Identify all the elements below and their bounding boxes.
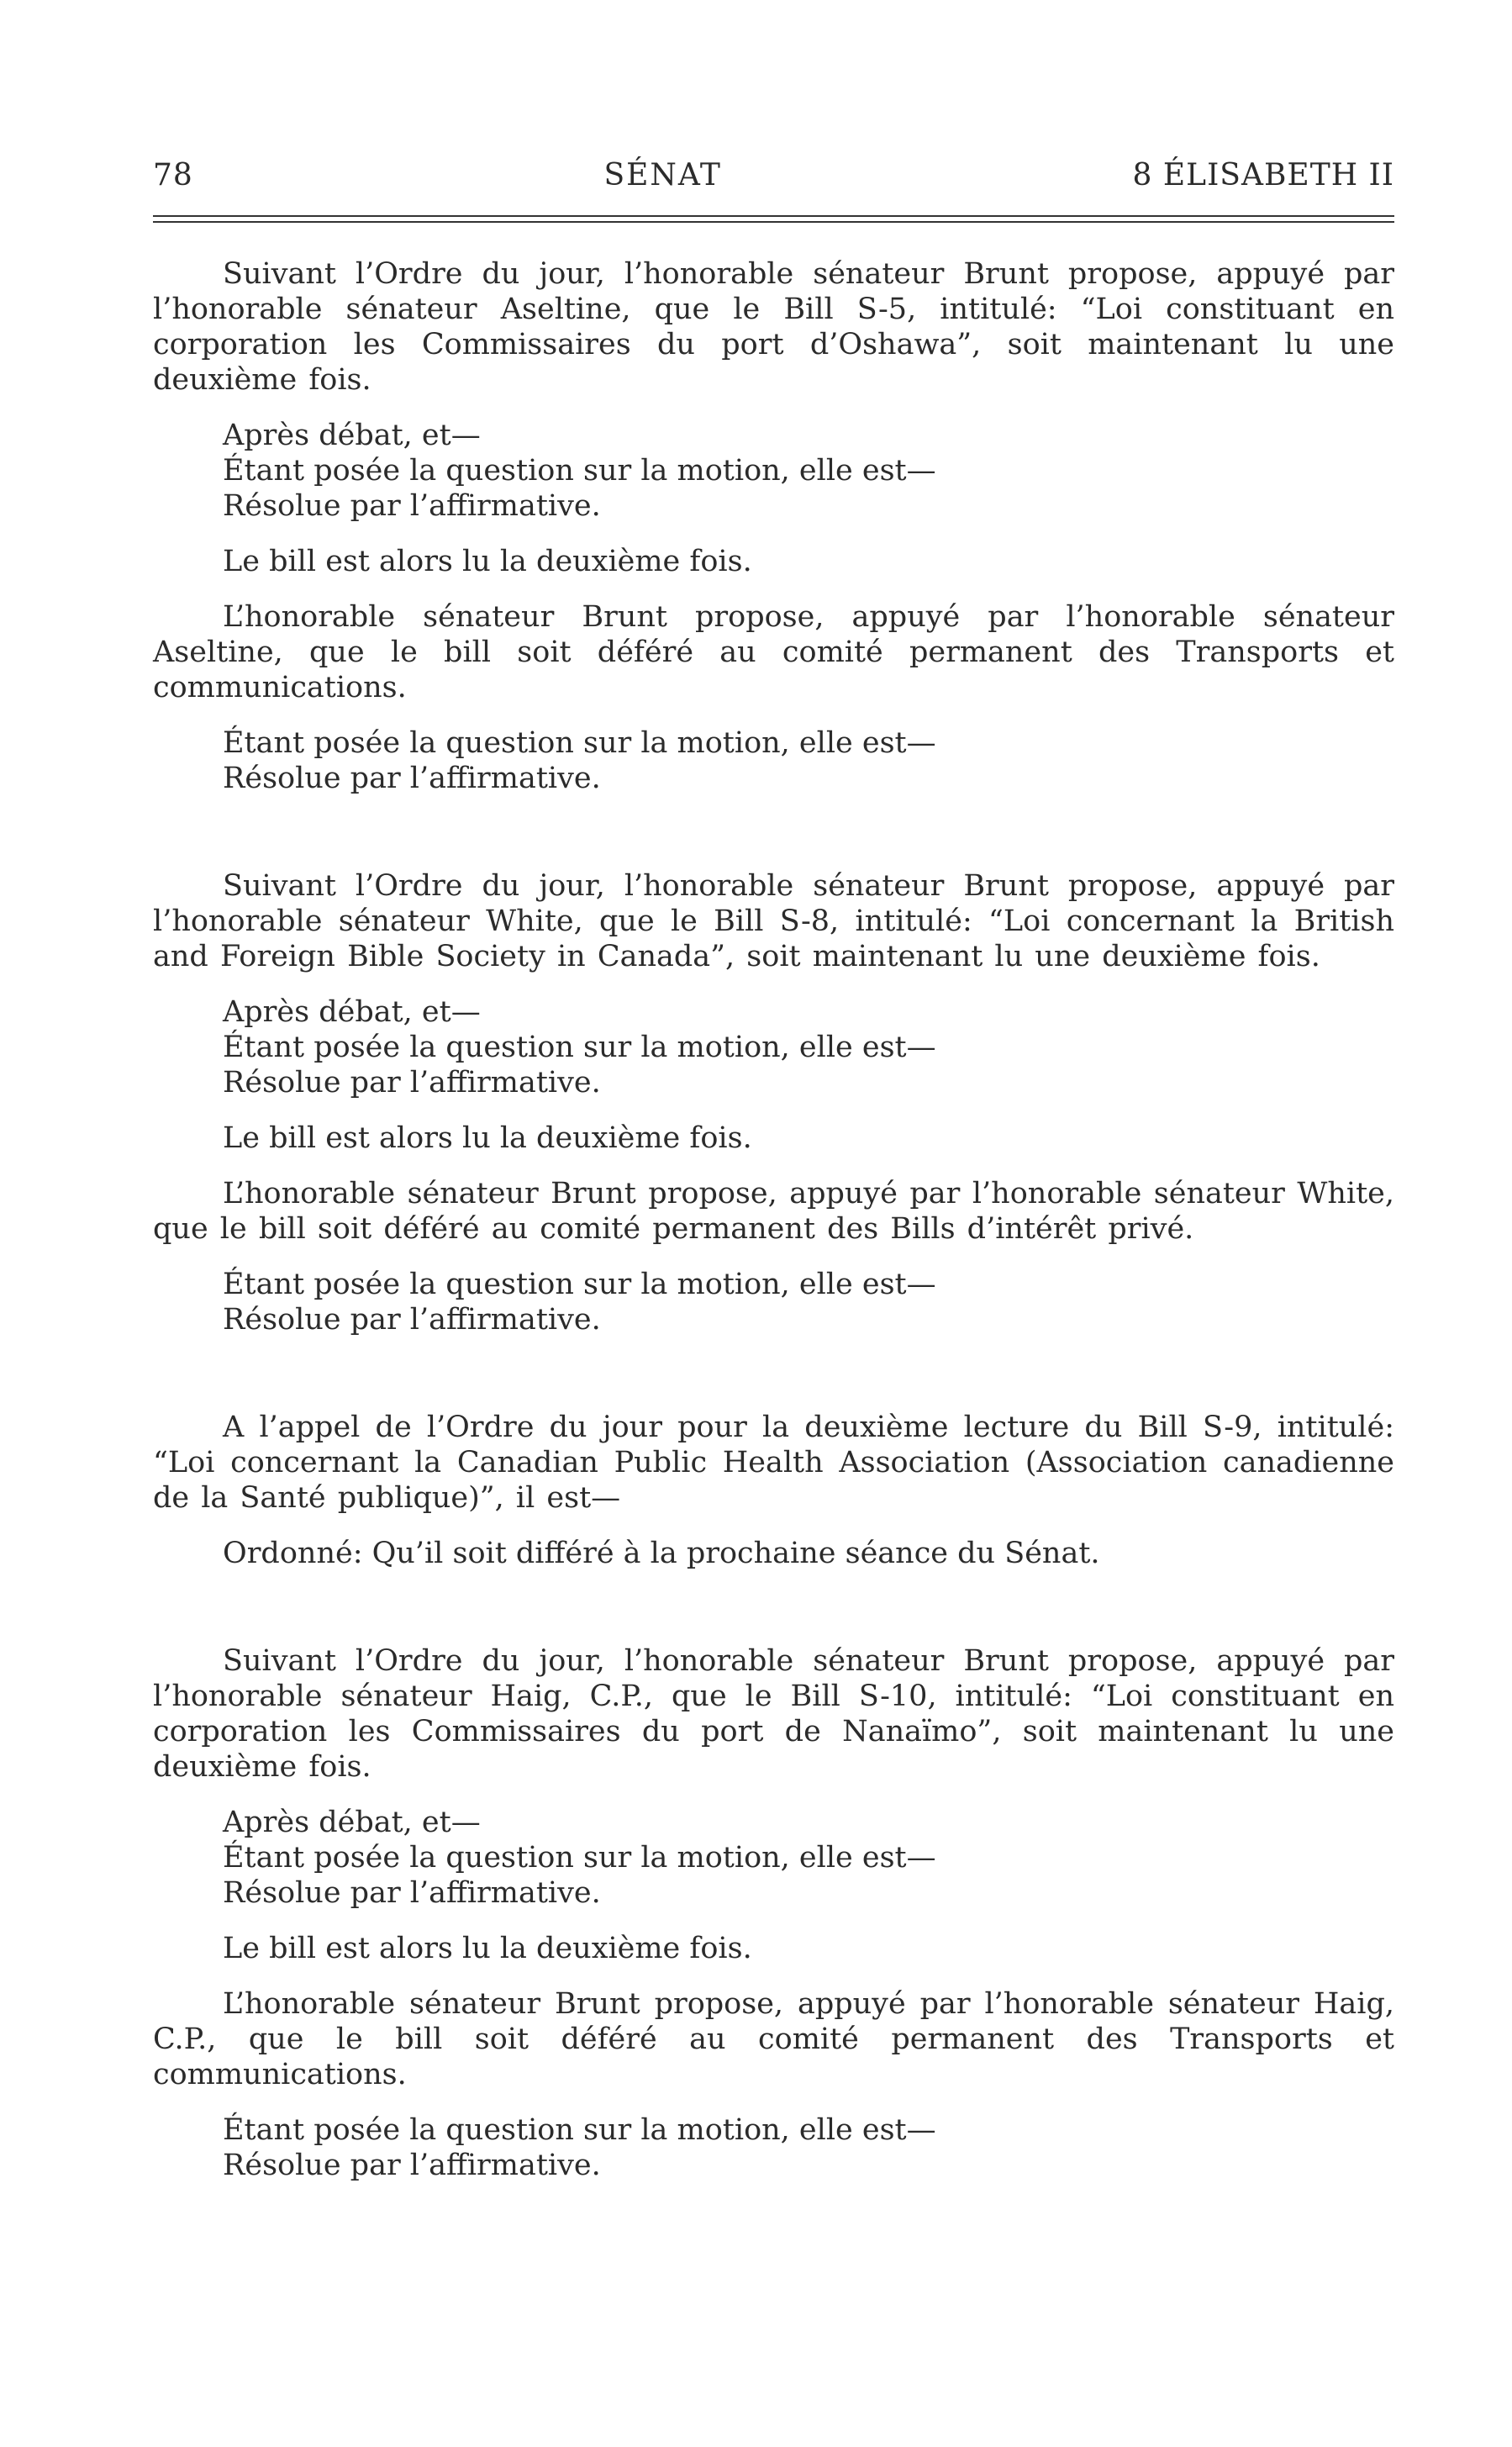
paragraph: L’honorable sénateur Brunt propose, appuyé par l’honorable sénateur White, que le bill soit déféré au comité permanent des Bills d’intérêt privé. — [153, 1177, 1394, 1246]
header-rule — [153, 215, 1394, 217]
text-line: Étant posée la question sur la motion, elle est— — [223, 2113, 936, 2147]
paragraph: Suivant l’Ordre du jour, l’honorable sénateur Brunt propose, appuyé par l’honorable sénateur White, que le Bill S-8, intitulé: “Loi concernant la British and Foreign Bible Society in Canada”, soit maintenant lu une deuxième fois. — [153, 869, 1394, 973]
line-block — [153, 1805, 1394, 1911]
text-line: Ordonné: Qu’il soit différé à la prochaine séance du Sénat. — [223, 1537, 1100, 1570]
text-line: Étant posée la question sur la motion, elle est— — [223, 1031, 936, 1064]
text-line: Après débat, et— — [223, 419, 481, 452]
line-block — [153, 1121, 1394, 1156]
line-block — [153, 418, 1394, 524]
header-rule — [153, 221, 1394, 223]
text-line: Étant posée la question sur la motion, elle est— — [223, 1841, 936, 1875]
line-block — [153, 994, 1394, 1100]
text-line: Après débat, et— — [223, 995, 481, 1029]
document-body — [153, 256, 1394, 2183]
text-line: Résolue par l’affirmative. — [223, 1066, 601, 1100]
page-header-title: SÉNAT — [603, 158, 722, 192]
text-line: Résolue par l’affirmative. — [223, 1876, 601, 1910]
text-line: Résolue par l’affirmative. — [223, 762, 601, 795]
regnal-year: 8 ÉLISABETH II — [1132, 158, 1394, 192]
paragraph: Suivant l’Ordre du jour, l’honorable sénateur Brunt propose, appuyé par l’honorable sénateur Haig, C.P., que le Bill S-10, intitulé: “Loi constituant en corporation les Commissaires du port de Nanaïmo”, soit maintenant lu une deuxième fois. — [153, 1644, 1394, 1784]
paragraph: L’honorable sénateur Brunt propose, appuyé par l’honorable sénateur Aseltine, que le bill soit déféré au comité permanent des Transports et communications. — [153, 600, 1394, 704]
text-line: Résolue par l’affirmative. — [223, 2149, 601, 2182]
text-line: Le bill est alors lu la deuxième fois. — [223, 545, 752, 578]
paragraph: L’honorable sénateur Brunt propose, appuyé par l’honorable sénateur Haig, C.P., que le bill soit déféré au comité permanent des Transports et communications. — [153, 1987, 1394, 2091]
proceedings-section — [153, 868, 1394, 1337]
text-line: Résolue par l’affirmative. — [223, 489, 601, 523]
line-block — [153, 1536, 1394, 1571]
text-line: Résolue par l’affirmative. — [223, 1303, 601, 1337]
text-line: Étant posée la question sur la motion, elle est— — [223, 1268, 936, 1301]
section-spacer — [153, 816, 1394, 868]
section-spacer — [153, 1358, 1394, 1410]
text-line: Étant posée la question sur la motion, elle est— — [223, 454, 936, 488]
text-line: Étant posée la question sur la motion, elle est— — [223, 726, 936, 760]
line-block — [153, 2112, 1394, 2183]
text-line: Le bill est alors lu la deuxième fois. — [223, 1932, 752, 1965]
text-line: Le bill est alors lu la deuxième fois. — [223, 1121, 752, 1155]
proceedings-section — [153, 1643, 1394, 2183]
line-block — [153, 1931, 1394, 1966]
section-spacer — [153, 1591, 1394, 1643]
page-number: 78 — [153, 158, 193, 192]
proceedings-section — [153, 1410, 1394, 1571]
line-block — [153, 544, 1394, 579]
running-head — [153, 158, 1394, 193]
line-block — [153, 1267, 1394, 1337]
proceedings-section — [153, 256, 1394, 796]
line-block — [153, 725, 1394, 796]
text-line: Après débat, et— — [223, 1806, 481, 1839]
paragraph: Suivant l’Ordre du jour, l’honorable sénateur Brunt propose, appuyé par l’honorable sénateur Aseltine, que le Bill S-5, intitulé: “Loi constituant en corporation les Commissaires du port d’Oshawa”, soit maintenant lu une deuxième fois. — [153, 257, 1394, 397]
paragraph: A l’appel de l’Ordre du jour pour la deuxième lecture du Bill S-9, intitulé: “Loi concernant la Canadian Public Health Association (Association canadienne de la Santé publique)”, il est— — [153, 1411, 1394, 1515]
